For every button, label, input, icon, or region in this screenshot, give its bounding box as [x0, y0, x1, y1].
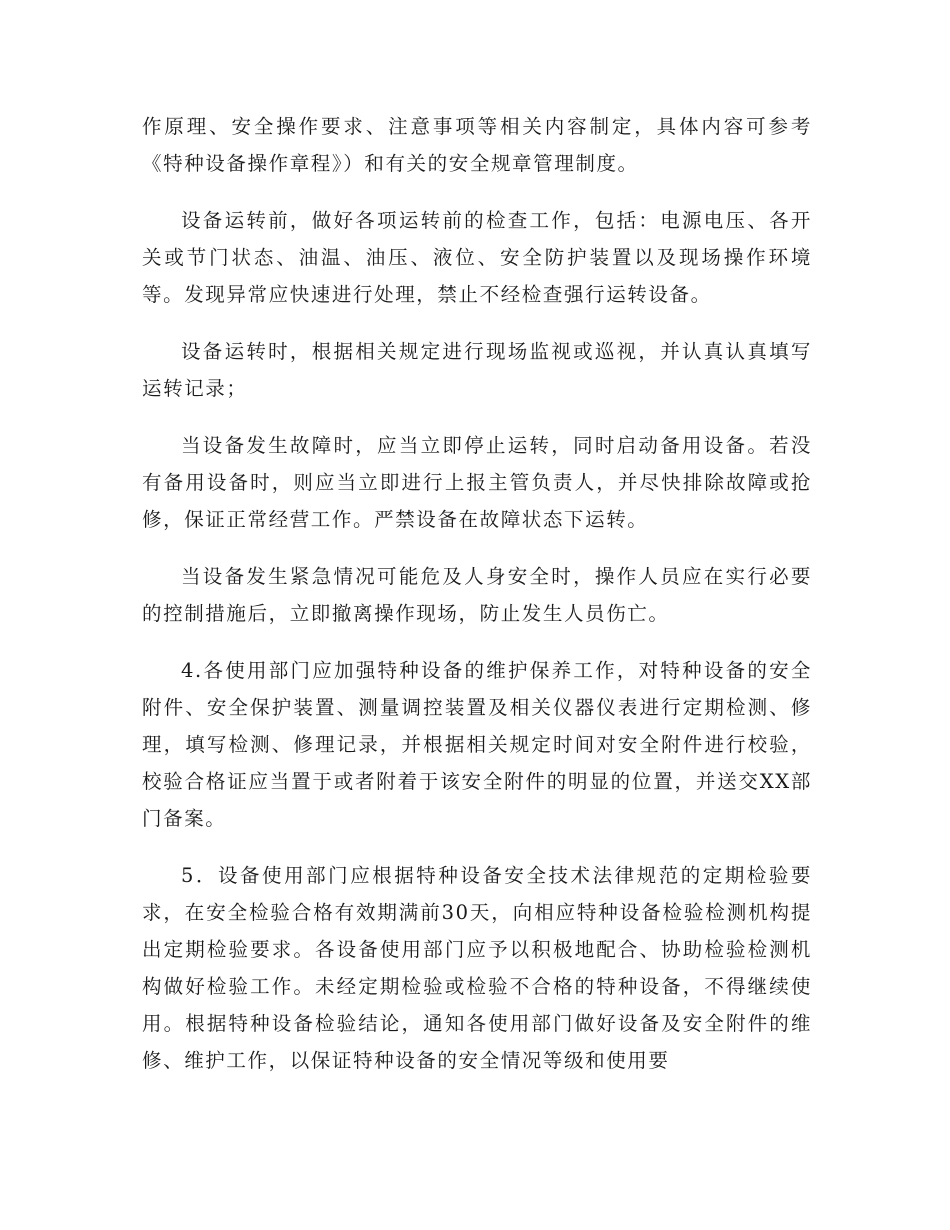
paragraph-3: 设备运转时，根据相关规定进行现场监视或巡视，并认真认真填写运转记录；: [142, 340, 812, 400]
paragraph-1: 作原理、安全操作要求、注意事项等相关内容制定，具体内容可参考《特种设备操作章程》）和有关的安全规章管理制度。: [142, 115, 812, 175]
paragraph-5: 当设备发生紧急情况可能危及人身安全时，操作人员应在实行必要的控制措施后，立即撤离操作现场，防止发生人员伤亡。: [142, 565, 812, 625]
paragraph-2: 设备运转前，做好各项运转前的检查工作，包括：电源电压、各开关或节门状态、油温、油压、液位、安全防护装置以及现场操作环境等。发现异常应快速进行处理，禁止不经检查强行运转设备。: [142, 209, 812, 306]
paragraph-6: 4.各使用部门应加强特种设备的维护保养工作，对特种设备的安全附件、安全保护装置、测量调控装置及相关仪器仪表进行定期检测、修理，填写检测、修理记录，并根据相关规定时间对安全附件进行校验，校验合格证应当置于或者附着于该安全附件的明显的位置，并送交XX部门备案。: [142, 659, 812, 830]
paragraph-7: 5．设备使用部门应根据特种设备安全技术法律规范的定期检验要求，在安全检验合格有效期满前30天，向相应特种设备检验检测机构提出定期检验要求。各设备使用部门应予以积极地配合、协助检验检测机构做好检验工作。未经定期检验或检验不合格的特种设备，不得继续使用。根据特种设备检验结论，通知各使用部门做好设备及安全附件的维修、维护工作，以保证特种设备的安全情况等级和使用要: [142, 864, 812, 1072]
document-body: [142, 108, 812, 1099]
paragraph-4: 当设备发生故障时，应当立即停止运转，同时启动备用设备。若没有备用设备时，则应当立即进行上报主管负责人，并尽快排除故障或抢修，保证正常经营工作。严禁设备在故障状态下运转。: [142, 434, 812, 531]
